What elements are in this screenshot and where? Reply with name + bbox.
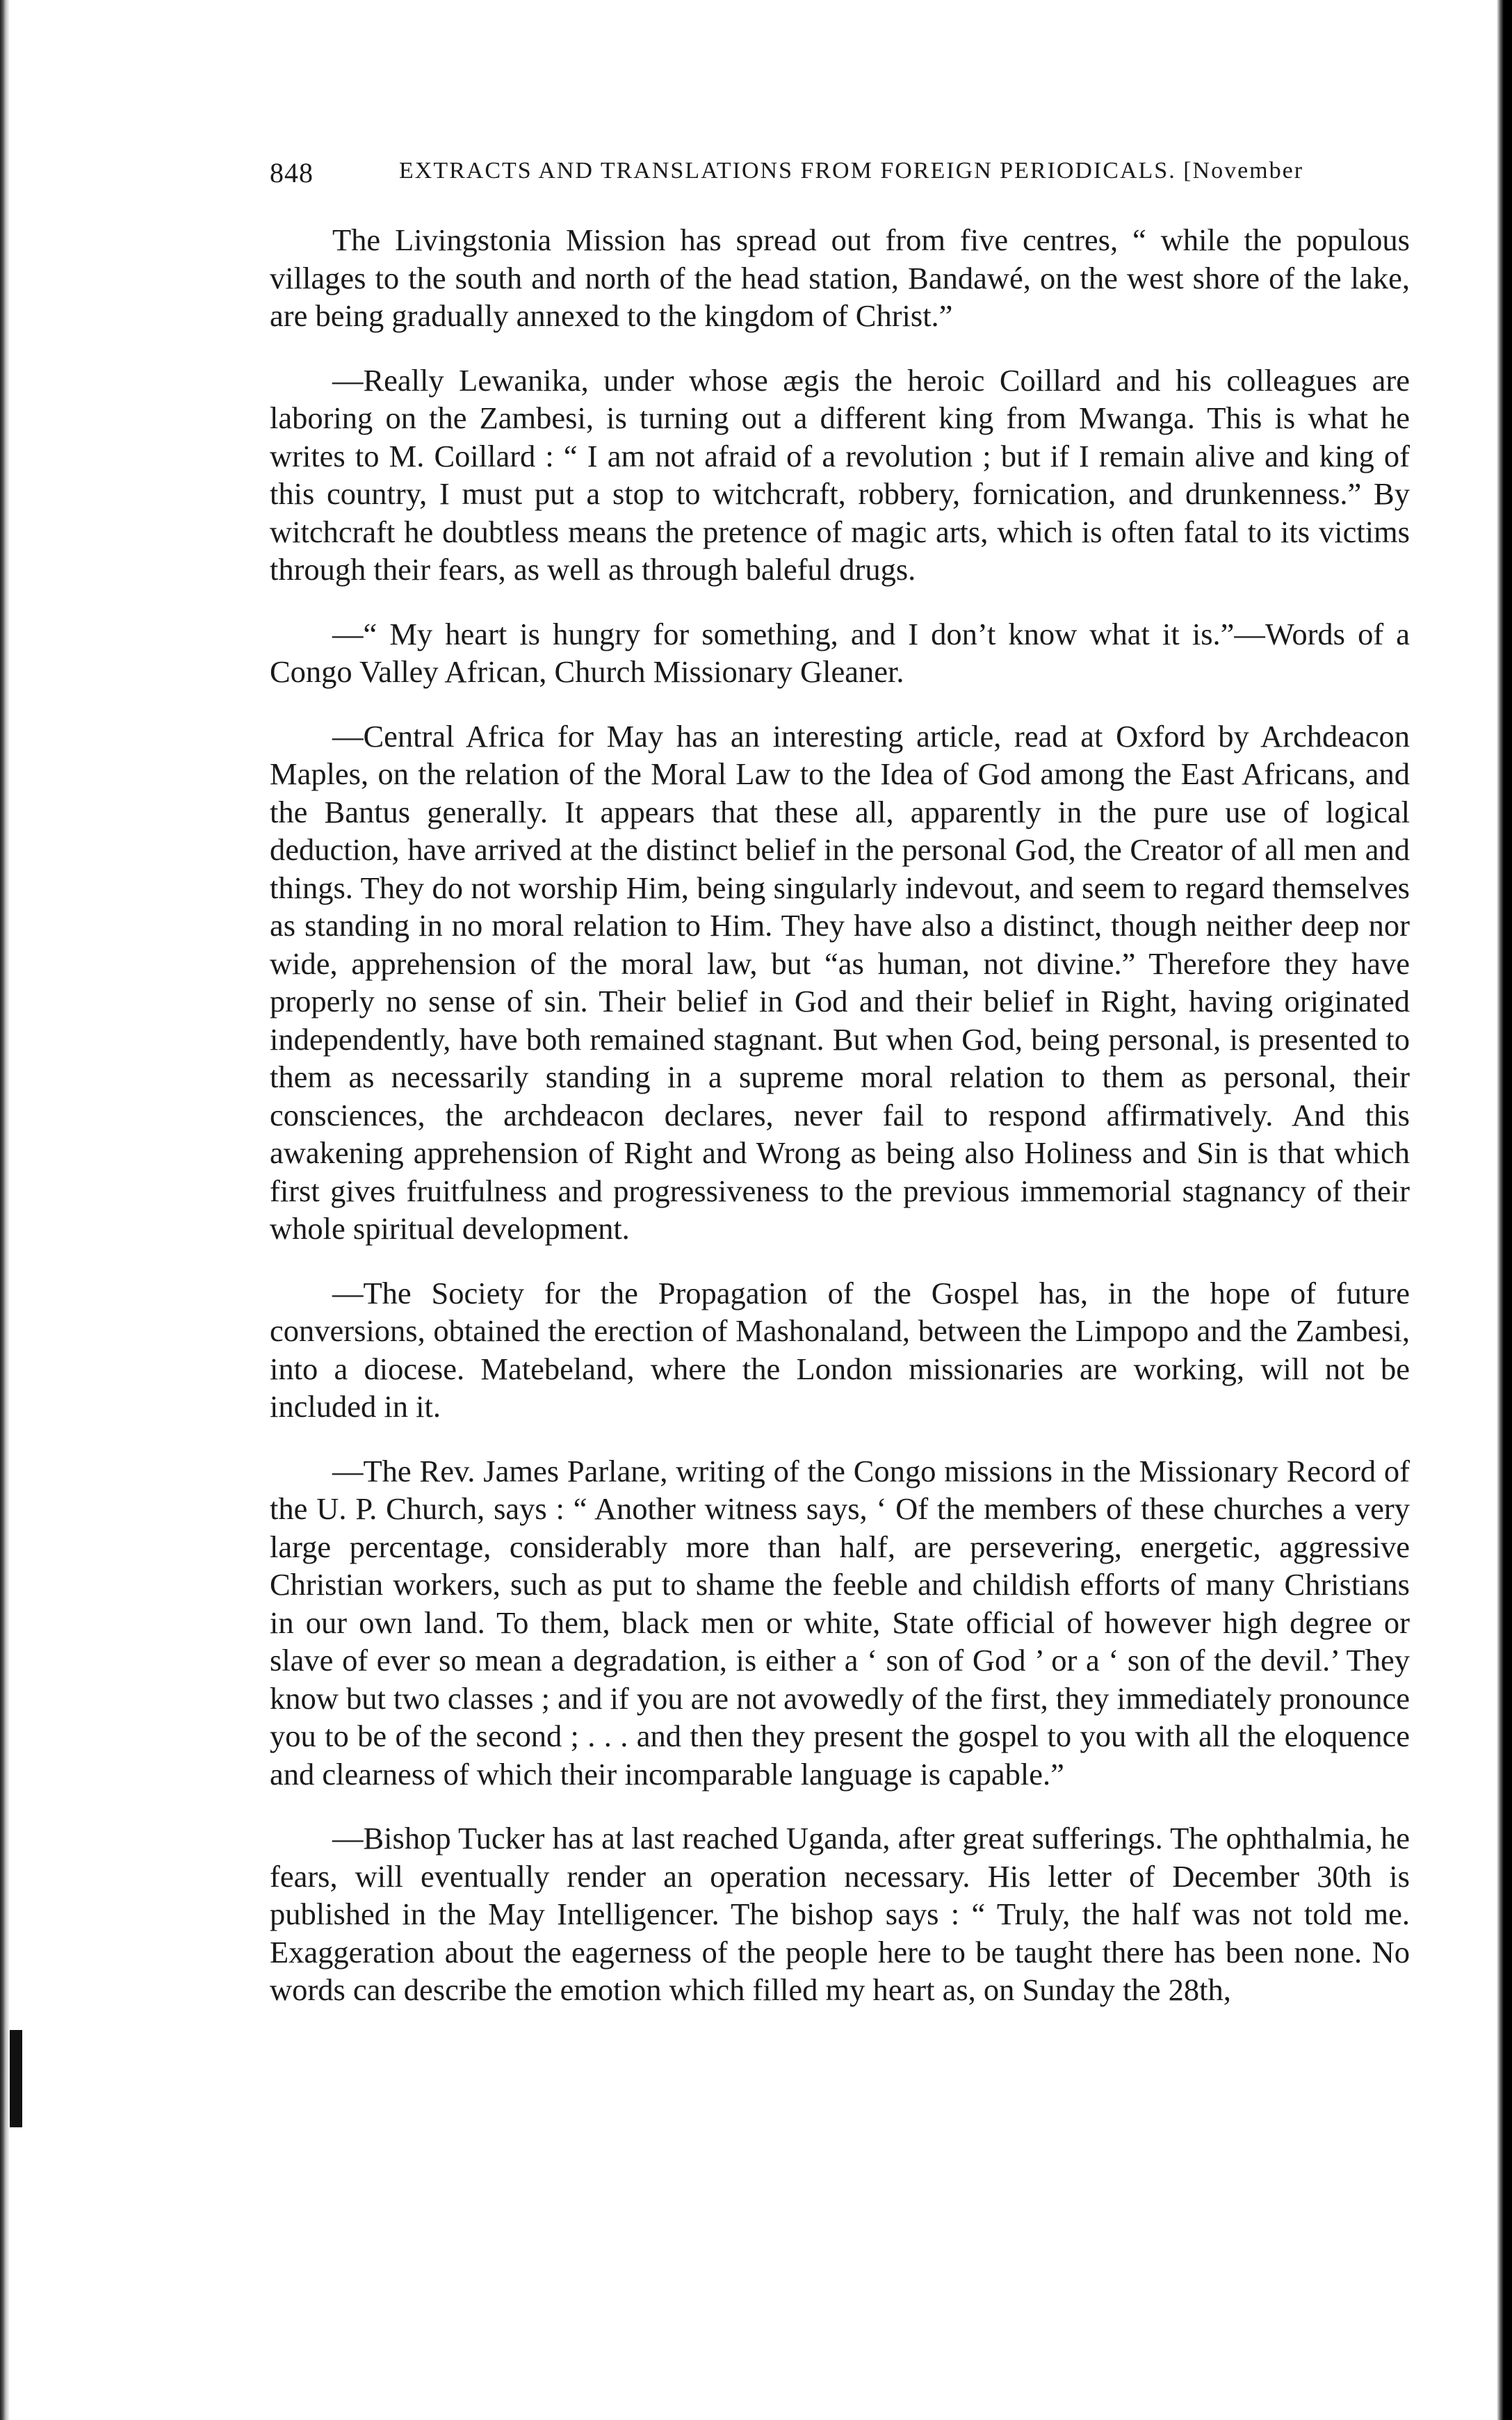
paragraph-congo-quote: —“ My heart is hungry for something, and I don’t know what it is.”—Words of a Congo Valley African, Church Missionary Gleaner. <box>270 616 1410 689</box>
scan-right-edge <box>1497 0 1512 2420</box>
page-header <box>270 156 1438 198</box>
paragraph-central-africa: —Central Africa for May has an interesting article, read at Oxford by Archdeacon Maples, on the relation of the Moral Law to the Idea of God among the East Africans, and the Bantus generally. It appears that these all, apparently in the pure use of logical deduction, have arrived at the distinct belief in the personal God, the Creator of all men and things. They do not worship Him, being singularly indevout, and seem to regard themselves as standing in no moral relation to Him. They have also a distinct, though neither deep nor wide, apprehension of the moral law, but “as human, not divine.” Therefore they have properly no sense of sin. Their belief in God and their belief in Right, having originated independently, have both remained stagnant. But when God, being personal, is presented to them as necessarily standing in a supreme moral relation to them as personal, their consciences, the archdeacon declares, never fail to respond affirmatively. And this awakening apprehension of Right and Wrong as being also Holiness and Sin is that which first gives fruitfulness and progressiveness to the previous immemorial stagnancy of their whole spiritual development. <box>270 718 1410 1246</box>
paragraph-lewanika: —Really Lewanika, under whose ægis the heroic Coillard and his colleagues are laboring on the Zambesi, is turning out a different king from Mwanga. This is what he writes to M. Coillard : “ I am not afraid of a revolution ; but if I remain alive and king of this country, I must put a stop to witchcraft, robbery, fornication, and drunkenness.” By witchcraft he doubtless means the pretence of magic arts, which is often fatal to its victims through their fears, as well as through baleful drugs. <box>270 362 1410 587</box>
running-title: EXTRACTS AND TRANSLATIONS FROM FOREIGN PERIODICALS. [November <box>399 158 1304 184</box>
paragraph-livingstonia: The Livingstonia Mission has spread out from five centres, “ while the populous villages to the south and north of the head station, Bandawé, on the west shore of the lake, are being gradually annexed to the kingdom of Christ.” <box>270 222 1410 333</box>
paragraph-parlane: —The Rev. James Parlane, writing of the Congo missions in the Missionary Record of the U. P. Church, says : “ Another witness says, ‘ Of the members of these churches a very large percentage, considerably more than half, are persevering, energetic, aggressive Christian workers, such as put to shame the feeble and childish efforts of many Christians in our own land. To them, black men or white, State official of however high degree or slave of ever so mean a degradation, is either a ‘ son of God ’ or a ‘ son of the devil.’ They know but two classes ; and if you are not avowedly of the first, they immediately pronounce you to be of the second ; . . . and then they present the gospel to you with all the eloquence and clearness of which their incomparable language is capable.” <box>270 1453 1410 1792</box>
scan-left-edge <box>0 0 10 2420</box>
paragraph-bishop-tucker: —Bishop Tucker has at last reached Uganda, after great sufferings. The ophthalmia, he fears, will eventually render an operation necessary. His letter of December 30th is published in the May Intelligencer. The bishop says : “ Truly, the half was not told me. Exaggeration about the eagerness of the people here to be taught there has been none. No words can describe the emotion which filled my heart as, on Sunday the 28th, <box>270 1821 1410 2007</box>
paragraph-gospel-society: —The Society for the Propagation of the Gospel has, in the hope of future conversions, obtained the erection of Mashonaland, between the Limpopo and the Zambesi, into a diocese. Matebeland, where the London missionaries are working, will not be included in it. <box>270 1275 1410 1424</box>
scan-binding-mark <box>10 2030 22 2127</box>
page-number: 848 <box>270 157 314 188</box>
article-body <box>270 221 1410 2009</box>
